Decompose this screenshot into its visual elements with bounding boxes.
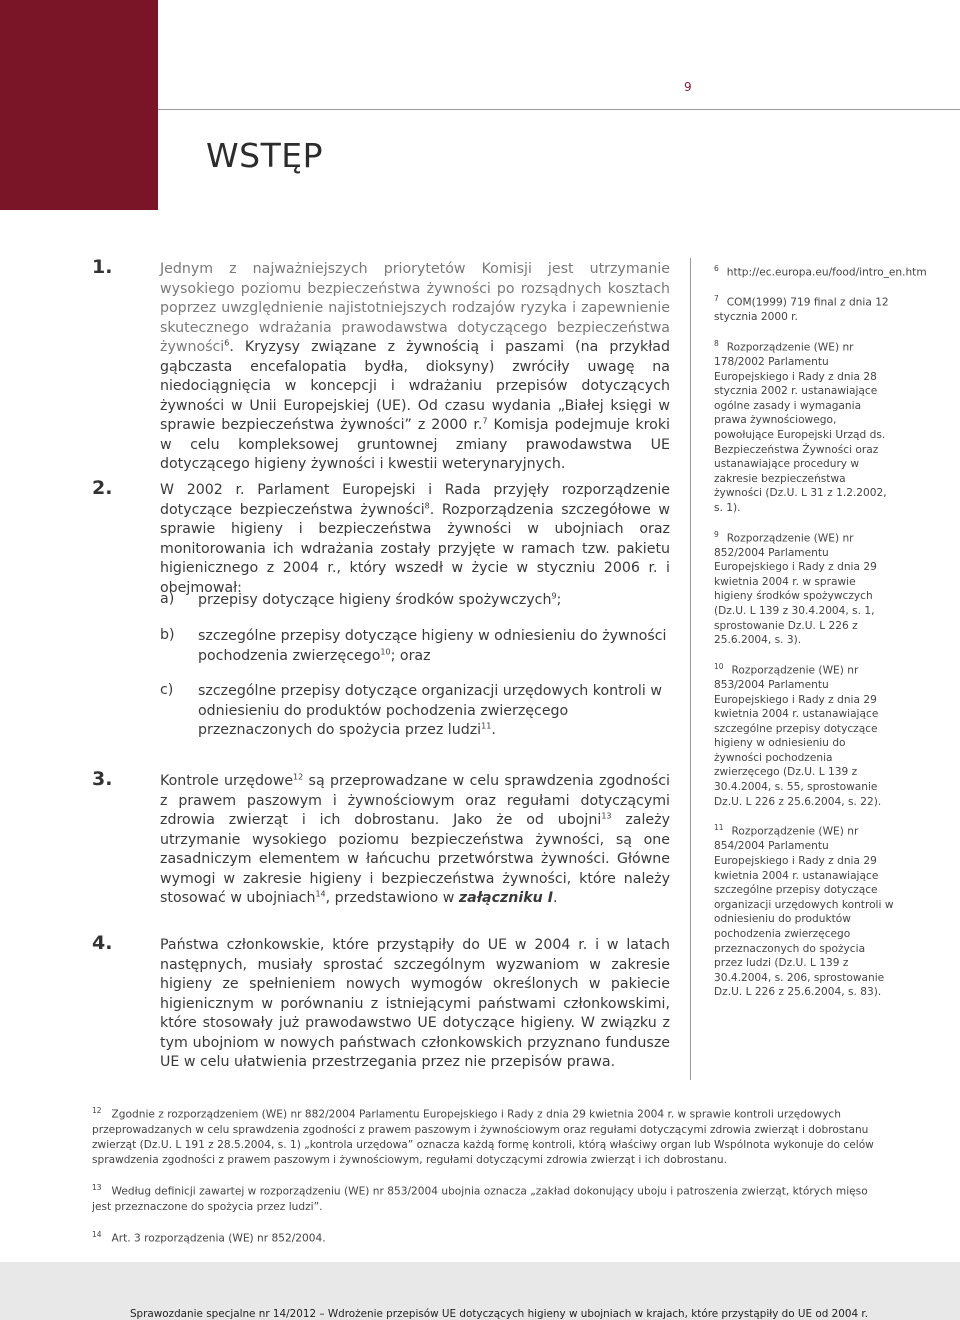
paragraph-3-text-a: Kontrole urzędowe — [160, 773, 294, 789]
paragraph-4-text: Państwa członkowskie, które przystąpiły do UE w 2004 r. i w latach następnych, musiały sprostać szczególnym wyzwaniom w zakresie higieny ze spełnieniem nowych wymogów określonych w pakiecie higienicznym w porównaniu z istniejącymi państwami członkowskimi, które stosowały już prawodawstwo UE dotyczące higieny. W związku z tym ubojniom w nowych państwach członkowskich przyznano fundusze UE w celu ułatwienia przestrzegania przez nie przepisów prawa. — [160, 937, 670, 1070]
list-item-label-a: a) — [160, 591, 175, 607]
footnote-13: $^{13}$ Według definicji zawartej w rozporządzeniu (WE) nr 853/2004 ubojnia oznacza „zakład dokonujący uboju i patroszenia zwierząt, których mięso jest przeznaczone do spożycia przez ludzi”. — [92, 1183, 868, 1213]
footnote-ref-12[interactable]: 12 — [293, 772, 304, 782]
side-notes — [714, 262, 927, 1012]
header-color-block — [0, 0, 158, 210]
paragraph-1-text-a: Jednym z najważniejszych priorytetów Komisji jest utrzymanie wysokiego poziomu bezpieczeństwa żywności po rozsądnych kosztach poprzez uwzględnienie najistotniejszych rodzajów ryzyka i zapewnienie skutecznego wdrażania prawodawstwa dotyczącego bezpieczeństwa żywności — [160, 261, 670, 355]
list-item-label-b: b) — [160, 627, 175, 643]
side-note: $^7$ COM(1999) 719 final z dnia 12 stycznia 2000 r. — [714, 294, 889, 324]
footnote-ref-11[interactable]: 11 — [481, 721, 492, 731]
list-item-b: szczególne przepisy dotyczące higieny w odniesieniu do żywności pochodzenia zwierzęcego$^{10}$; oraz — [198, 628, 667, 664]
paragraph-number-3: 3. — [92, 768, 113, 790]
paragraph-4 — [160, 936, 670, 1073]
side-note: $^9$ Rozporządzenie (WE) nr 852/2004 Parlamentu Europejskiego i Rady z dnia 29 kwietnia 2004 r. w sprawie higieny środków spożywczych (Dz.U. L 139 z 30.4.2004, s. 1, sprostowanie Dz.U. L 226 z 25.6.2004, s. 3). — [714, 529, 877, 647]
paragraph-1-text-b: . Kryzysy związane z żywnością i paszami (na przykład gąbczasta encefalopatia bydła, dioksyny) zwróciły uwagę na niedociągnięcia w koncepcji i wdrażaniu przepisów dotyczących żywności w Unii Europejskiej (UE). Od czasu wydania „Białej księgi w sprawie bezpieczeństwa żywności” z 2000 r. — [160, 339, 670, 433]
footnote-ref-6[interactable]: 6 — [224, 338, 230, 348]
sidebar-divider — [690, 258, 691, 1080]
page-number: 9 — [684, 80, 692, 94]
footnote-ref-14[interactable]: 14 — [315, 889, 326, 899]
footnote-ref-9[interactable]: 9 — [551, 591, 557, 601]
header-rule — [158, 0, 960, 110]
paragraph-2-text-a: W 2002 r. Parlament Europejski i Rada przyjęły rozporządzenie dotyczące bezpieczeństwa żywności — [160, 482, 670, 518]
paragraph-3-text-d: , przedstawiono w — [325, 890, 459, 906]
paragraph-3: Kontrole urzędowe$^{12}$ są przeprowadzane w celu sprawdzenia zgodności z prawem paszowym i żywnościowym oraz regułami dotyczącymi zdrowia zwierząt i ich dobrostanu. Jako że od ubojni$^{13}$ zależy utrzymanie wysokiego poziomu bezpieczeństwa żywności, są one zasadniczym elementem w łańcuchu przetwórstwa żywności. Główne wymogi w zakresie higieny i bezpieczeństwa żywności, które należy stosować w ubojniach$^{14}$, przedstawiono w załączniku I. — [160, 772, 670, 906]
side-note: $^{11}$ Rozporządzenie (WE) nr 854/2004 Parlamentu Europejskiego i Rady z dnia 29 kwietnia 2004 r. ustanawiające szczególne przepisy dotyczące organizacji urzędowych kontroli w odniesieniu do produktów pochodzenia zwierzęcego przeznaczonych do spożycia przez ludzi (Dz.U. L 139 z 30.4.2004, s. 206, sprostowanie Dz.U. L 226 z 25.6.2004, s. 83). — [714, 823, 894, 999]
annex-link[interactable]: załączniku I — [458, 890, 553, 906]
paragraph-3-text-b: są przeprowadzane w celu sprawdzenia zgodności z prawem paszowym i żywnościowym oraz regułami dotyczącymi zdrowia zwierząt i ich dobrostanu. Jako że od ubojni — [160, 773, 670, 828]
footnote-ref-7[interactable]: 7 — [482, 416, 488, 426]
paragraph-1-text-c: Komisja podejmuje kroki w celu kompleksowej gruntownej zmiany prawodawstwa UE dotyczącego higieny żywności i kwestii weterynaryjnych. — [160, 417, 670, 472]
side-note: $^6$ http://ec.europa.eu/food/intro_en.htm — [714, 264, 927, 279]
footnote-12: $^{12}$ Zgodnie z rozporządzeniem (WE) nr 882/2004 Parlamentu Europejskiego i Rady z dnia 29 kwietnia 2004 r. w sprawie kontroli urzędowych przeprowadzanych w celu sprawdzenia zgodności z prawem paszowym i żywnościowym oraz regułami dotyczącymi zdrowia zwierząt i dobrostanu zwierząt (Dz.U. L 191 z 28.5.2004, s. 1) „kontrola urzędowa” oznacza każdą formę kontroli, którą właściwy organ lub Wspólnota wykonuje do celów sprawdzenia zgodności z prawem paszowym i żywnościowym, regułami dotyczącymi zdrowia zwierząt i ich dobrostanu. — [92, 1106, 874, 1166]
side-note: $^8$ Rozporządzenie (WE) nr 178/2002 Parlamentu Europejskiego i Rady z dnia 28 stycznia 2002 r. ustanawiające ogólne zasady i wymagania prawa żywnościowego, powołujące Europejski Urząd ds. Bezpieczeństwa Żywności oraz ustanawiające procedury w zakresie bezpieczeństwa żywności (Dz.U. L 31 z 1.2.2002, s. 1). — [714, 338, 887, 514]
footnote-14: $^{14}$ Art. 3 rozporządzenia (WE) nr 852/2004. — [92, 1230, 326, 1245]
paragraph-number-1: 1. — [92, 256, 113, 278]
list-item-label-c: c) — [160, 682, 174, 698]
paragraph-number-2: 2. — [92, 477, 113, 499]
list-item-a: przepisy dotyczące higieny środków spożywczych$^9$; — [198, 591, 562, 608]
footnote-ref-13[interactable]: 13 — [601, 811, 612, 821]
side-note: $^{10}$ Rozporządzenie (WE) nr 853/2004 Parlamentu Europejskiego i Rady z dnia 29 kwietnia 2004 r. ustanawiające szczególne przepisy dotyczące higieny w odniesieniu do żywności pochodzenia zwierzęcego (Dz.U. L 139 z 30.4.2004, s. 55, sprostowanie Dz.U. L 226 z 25.6.2004, s. 22). — [714, 661, 882, 808]
footnote-ref-10[interactable]: 10 — [380, 646, 391, 656]
paragraph-number-4: 4. — [92, 932, 113, 954]
footnote-ref-8[interactable]: 8 — [424, 500, 430, 510]
list-item-c: szczególne przepisy dotyczące organizacji urzędowych kontroli w odniesieniu do produktów pochodzenia zwierzęcego przeznaczonych do spożycia przez ludzi$^{11}$. — [198, 683, 662, 738]
footer-text: Sprawozdanie specjalne nr 14/2012 – Wdrożenie przepisów UE dotyczących higieny w ubojniach w krajach, które przystąpiły do UE od 2004 r. — [129, 1308, 868, 1320]
page-title: WSTĘP — [206, 136, 323, 175]
paragraph-3-text-c: zależy utrzymanie wysokiego poziomu bezpieczeństwa żywności, są one zasadniczym elementem w łańcuchu przetwórstwa żywności. Główne wymogi w zakresie higieny i bezpieczeństwa żywności, które należy stosować w ubojniach — [160, 812, 670, 906]
paragraph-2-text-b: . Rozporządzenia szczegółowe w sprawie higieny i bezpieczeństwa żywności w ubojniach oraz monitorowania ich wdrażania zostały przyjęte w ramach tzw. pakietu higienicznego z 2004 r., który wszedł w życie w styczniu 2006 r. i obejmował: — [160, 501, 670, 596]
paragraph-1 — [160, 260, 670, 475]
